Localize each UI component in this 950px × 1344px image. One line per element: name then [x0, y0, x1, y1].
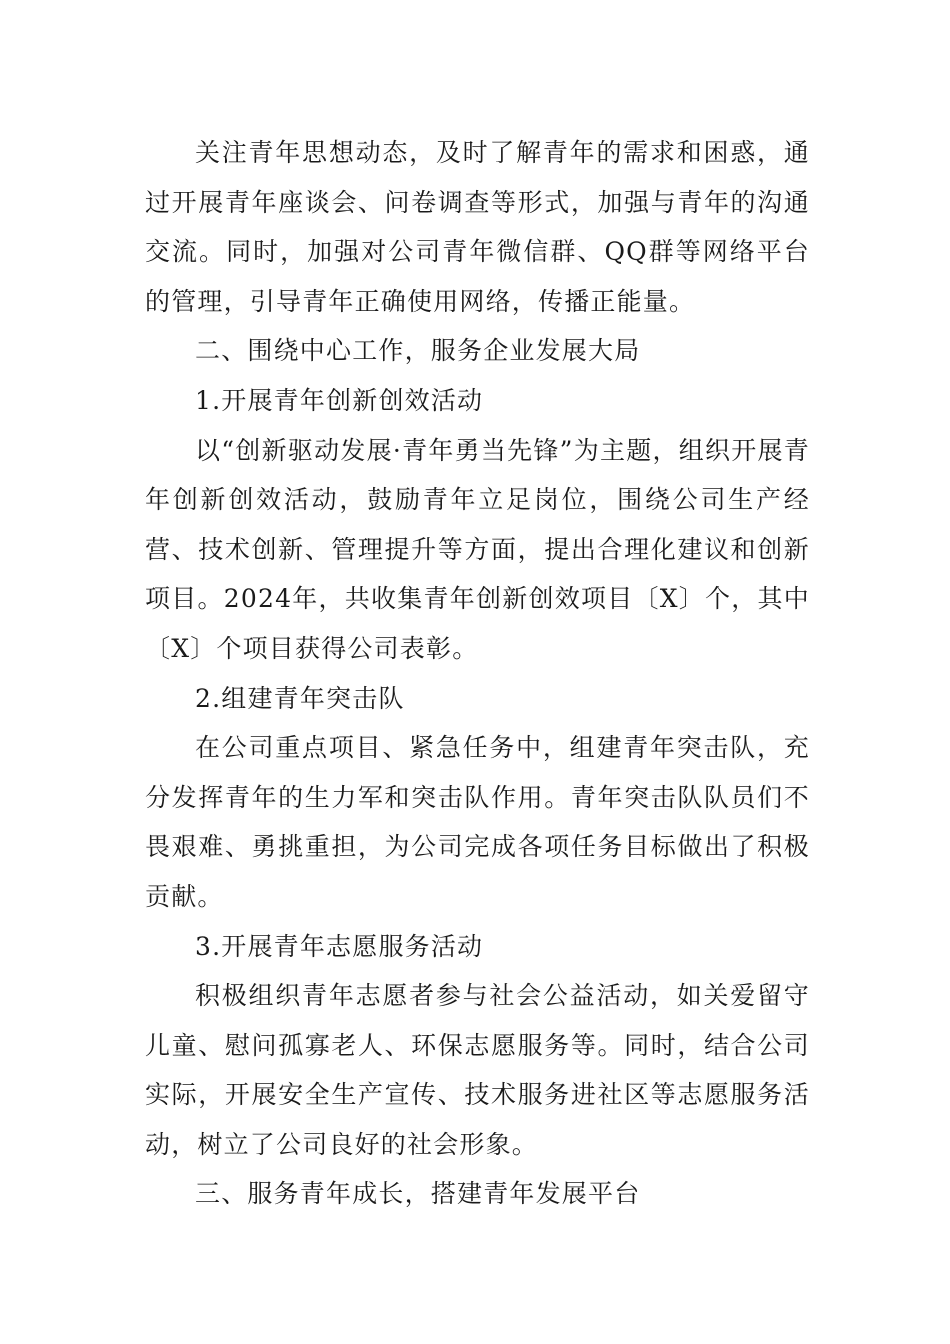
subsection-heading: 2.组建青年突击队: [195, 683, 405, 713]
section-heading: 二、围绕中心工作，服务企业发展大局: [195, 336, 641, 366]
document-body: [145, 128, 810, 1219]
body-paragraph: 积极组织青年志愿者参与社会公益活动，如关爱留守儿童、慰问孤寡老人、环保志愿服务等。同时，结合公司实际，开展安全生产宣传、技术服务进社区等志愿服务活动，树立了公司良好的社会形象。: [145, 981, 810, 1159]
subsection-heading: 3.开展青年志愿服务活动: [195, 931, 484, 961]
body-paragraph: 关注青年思想动态，及时了解青年的需求和困惑，通过开展青年座谈会、问卷调查等形式，加强与青年的沟通交流。同时，加强对公司青年微信群、QQ群等网络平台的管理，引导青年正确使用网络，传播正能量。: [145, 138, 810, 316]
section-heading: 三、服务青年成长，搭建青年发展平台: [195, 1179, 641, 1209]
body-paragraph: 以“创新驱动发展·青年勇当先锋”为主题，组织开展青年创新创效活动，鼓励青年立足岗位，围绕公司生产经营、技术创新、管理提升等方面，提出合理化建议和创新项目。2024年，共收集青年创新创效项目〔X〕个，其中〔X〕个项目获得公司表彰。: [145, 435, 810, 663]
body-paragraph: 在公司重点项目、紧急任务中，组建青年突击队，充分发挥青年的生力军和突击队作用。青年突击队队员们不畏艰难、勇挑重担，为公司完成各项任务目标做出了积极贡献。: [145, 733, 810, 911]
subsection-heading: 1.开展青年创新创效活动: [195, 385, 484, 415]
